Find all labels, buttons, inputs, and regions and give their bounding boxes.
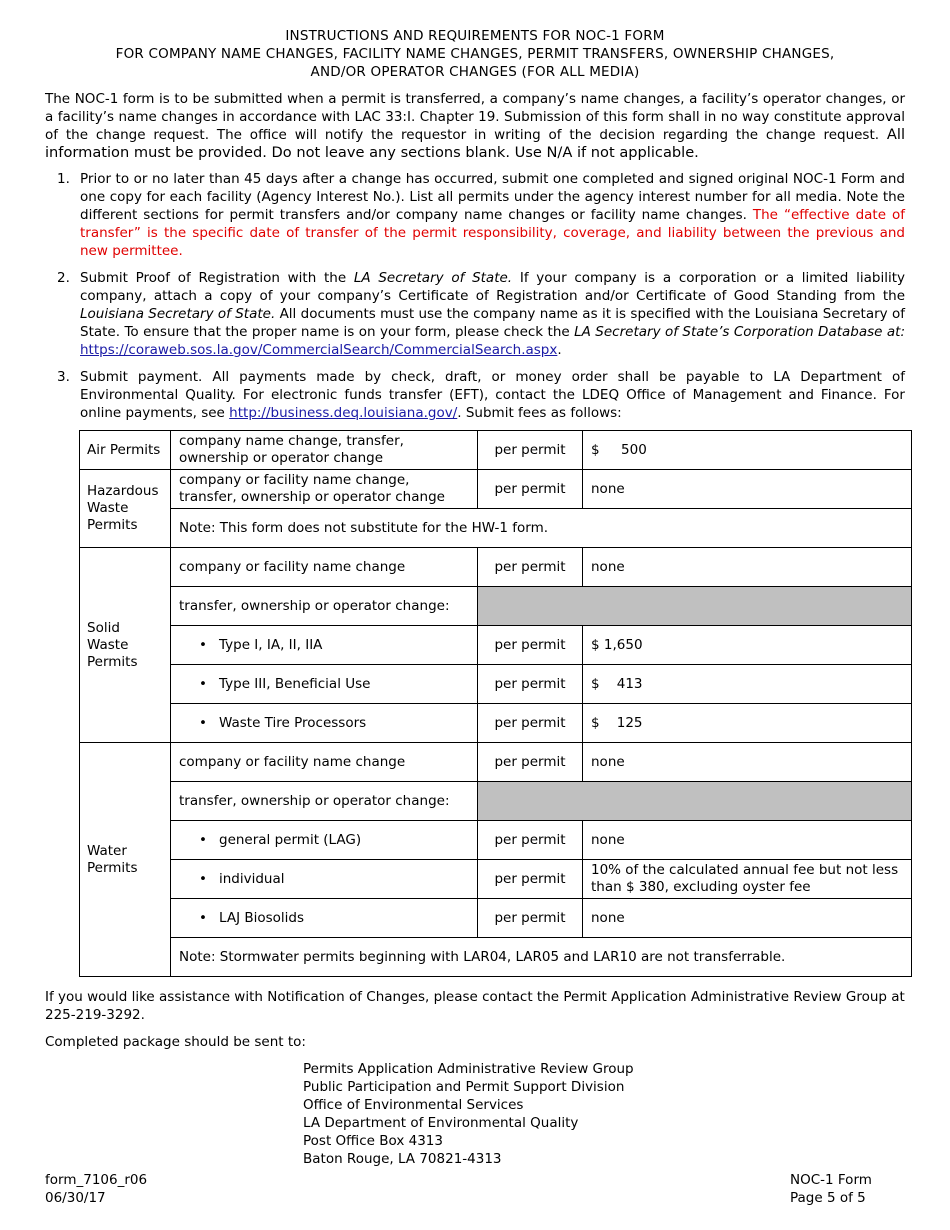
category-solid-waste: Solid Waste Permits — [80, 548, 171, 743]
fee-unit: per permit — [478, 626, 583, 665]
item-text: Submit Proof of Registration with the — [80, 270, 354, 286]
table-row — [80, 704, 912, 743]
form-name: NOC-1 Form — [790, 1172, 872, 1188]
item-number: 1. — [57, 171, 70, 187]
fee-unit: per permit — [478, 470, 583, 509]
fee-description — [171, 665, 478, 704]
item-italic: LA Secretary of State. — [353, 270, 513, 286]
fee-table — [79, 430, 912, 977]
fee-unit: per permit — [478, 704, 583, 743]
fee-description: company or facility name change, transfer, ownership or operator change — [171, 470, 478, 509]
title-line-1: INSTRUCTIONS AND REQUIREMENTS FOR NOC-1 FORM — [285, 28, 665, 44]
fee-amount: $ 1,650 — [583, 626, 912, 665]
fee-amount: none — [583, 548, 912, 587]
table-row — [80, 938, 912, 977]
table-row — [80, 821, 912, 860]
fee-amount: none — [583, 821, 912, 860]
address-line: Post Office Box 4313 — [303, 1133, 443, 1149]
category-air: Air Permits — [80, 431, 171, 470]
bullet: • — [199, 636, 207, 653]
item-text: Submit payment. All payments made by check, draft, or money order shall be payable to LA Department of Environmental Quality. For electronic funds transfer (EFT), contact the LDEQ Office of Management and Finance. For online payments, see — [80, 369, 905, 421]
address-line: Office of Environmental Services — [303, 1097, 524, 1113]
table-row — [80, 431, 912, 470]
fee-item: Type I, IA, II, IIA — [219, 636, 323, 653]
effective-date-note: The “effective date of transfer” is the specific date of transfer of the permit responsibility, coverage, and liability between the previous and new permittee. — [80, 207, 905, 259]
fee-amount: none — [583, 899, 912, 938]
fee-unit: per permit — [478, 860, 583, 899]
item-number: 3. — [57, 369, 70, 385]
fee-item: general permit (LAG) — [219, 831, 362, 848]
fee-description: company name change, transfer, ownership or operator change — [171, 431, 478, 470]
fee-amount: $ 125 — [583, 704, 912, 743]
intro-emphasis: All information must be provided. Do not leave any sections blank. Use N/A if not applicable. — [45, 126, 906, 161]
address-line: Permits Application Administrative Review Group — [303, 1061, 634, 1077]
fee-description — [171, 860, 478, 899]
fee-amount: none — [583, 470, 912, 509]
fee-amount: $ 413 — [583, 665, 912, 704]
table-row — [80, 899, 912, 938]
fee-unit: per permit — [478, 899, 583, 938]
fee-description: transfer, ownership or operator change: — [171, 587, 478, 626]
fee-amount: 10% of the calculated annual fee but not less than $ 380, excluding oyster fee — [583, 860, 912, 899]
fee-unit: per permit — [478, 665, 583, 704]
fee-item: Type III, Beneficial Use — [219, 675, 371, 692]
bullet: • — [199, 714, 207, 731]
item-text: If your company is a corporation or a limited liability company, attach a copy of your company’s Certificate of Registration and/or Certificate of Good Standing from the — [80, 270, 905, 304]
item-text: . — [557, 342, 562, 358]
fee-description — [171, 899, 478, 938]
table-row — [80, 548, 912, 587]
list-item — [45, 170, 905, 260]
fee-description — [171, 704, 478, 743]
item-text: . Submit fees as follows: — [457, 405, 622, 421]
assistance-text: If you would like assistance with Notification of Changes, please contact the Permit Application Administrative Review Group at 225-219-3292. — [45, 989, 905, 1023]
table-row — [80, 587, 912, 626]
intro-text: The NOC-1 form is to be submitted when a permit is transferred, a company’s name changes, a facility’s operator changes, or a facility’s name changes in accordance with LAC 33:I. Chapter 19. Submission of this form shall in no way constitute approval of the change request. The office will notify the requestor in writing of the decision regarding the change request. — [45, 91, 905, 143]
title-line-3: AND/OR OPERATOR CHANGES (FOR ALL MEDIA) — [310, 64, 640, 80]
mailing-address — [303, 1060, 634, 1168]
category-water: Water Permits — [80, 743, 171, 977]
hw-note: Note: This form does not substitute for the HW-1 form. — [171, 509, 912, 548]
water-note: Note: Stormwater permits beginning with LAR04, LAR05 and LAR10 are not transferrable. — [171, 938, 912, 977]
page-title — [45, 27, 905, 81]
table-row — [80, 509, 912, 548]
bullet: • — [199, 675, 207, 692]
fee-description — [171, 626, 478, 665]
address-line: Baton Rouge, LA 70821-4313 — [303, 1151, 502, 1167]
fee-item: individual — [219, 870, 285, 887]
fee-description — [171, 821, 478, 860]
footer-left — [45, 1171, 147, 1207]
table-row — [80, 626, 912, 665]
item-text: All documents must use the company name as it is specified with the Louisiana Secretary of State. To ensure that the proper name is on your form, please check the — [80, 306, 905, 340]
fee-unit: per permit — [478, 548, 583, 587]
send-label: Completed package should be sent to: — [45, 1034, 306, 1050]
fee-amount: none — [583, 743, 912, 782]
item-italic: LA Secretary of State’s Corporation Database at: — [574, 324, 905, 340]
list-item — [45, 269, 905, 359]
table-row — [80, 860, 912, 899]
fee-amount: $ 500 — [583, 431, 912, 470]
fee-unit: per permit — [478, 743, 583, 782]
footer-right — [790, 1171, 872, 1207]
form-id: form_7106_r06 — [45, 1172, 148, 1188]
intro-paragraph — [45, 90, 905, 162]
sos-database-link[interactable]: https://coraweb.sos.la.gov/CommercialSearch/CommercialSearch.aspx — [80, 342, 558, 358]
list-item — [45, 368, 905, 422]
form-date: 06/30/17 — [45, 1190, 106, 1206]
table-row — [80, 665, 912, 704]
bullet: • — [199, 870, 207, 887]
table-row — [80, 743, 912, 782]
bullet: • — [199, 909, 207, 926]
fee-description: transfer, ownership or operator change: — [171, 782, 478, 821]
fee-description: company or facility name change — [171, 548, 478, 587]
item-italic: Louisiana Secretary of State. — [80, 306, 276, 322]
table-row — [80, 782, 912, 821]
address-line: Public Participation and Permit Support Division — [303, 1079, 625, 1095]
page-number: Page 5 of 5 — [790, 1190, 866, 1206]
payment-link[interactable]: http://business.deq.louisiana.gov/ — [229, 405, 458, 421]
fee-item: Waste Tire Processors — [219, 714, 367, 731]
table-row — [80, 470, 912, 509]
fee-unit: per permit — [478, 821, 583, 860]
instruction-list — [45, 170, 905, 431]
fee-description: company or facility name change — [171, 743, 478, 782]
category-hazardous-waste: Hazardous Waste Permits — [80, 470, 171, 548]
fee-item: LAJ Biosolids — [219, 909, 305, 926]
shaded-cell — [478, 782, 912, 821]
title-line-2: FOR COMPANY NAME CHANGES, FACILITY NAME CHANGES, PERMIT TRANSFERS, OWNERSHIP CHANGES, — [115, 46, 835, 62]
address-line: LA Department of Environmental Quality — [303, 1115, 579, 1131]
item-number: 2. — [57, 270, 70, 286]
fee-unit: per permit — [478, 431, 583, 470]
shaded-cell — [478, 587, 912, 626]
bullet: • — [199, 831, 207, 848]
item-text: Prior to or no later than 45 days after a change has occurred, submit one completed and signed original NOC-1 Form and one copy for each facility (Agency Interest No.). List all permits under the agency interest number for all media. Note the different sections for permit transfers and/or company name changes or facility name changes. — [80, 171, 905, 223]
